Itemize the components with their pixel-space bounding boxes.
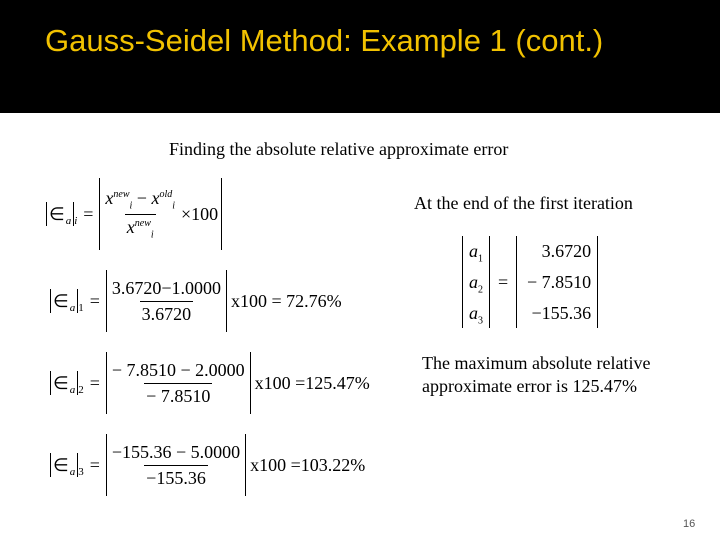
a-symbol: a — [469, 271, 478, 292]
a-symbol: a — [469, 241, 478, 262]
abs-fraction-2 — [106, 352, 251, 414]
general-denominator — [125, 214, 156, 241]
rhs-cell-1: 3.6720 — [541, 241, 592, 262]
sub-i: i — [74, 215, 78, 227]
sub-a: a — [69, 466, 76, 478]
sub-3: 3 — [478, 315, 483, 327]
fraction-3 — [110, 442, 242, 489]
general-error-formula — [46, 178, 222, 250]
general-abs-fraction — [99, 178, 222, 250]
slide-title: Gauss-Seidel Method: Example 1 (cont.) — [45, 23, 604, 58]
epsilon-symbol: ∈ — [49, 203, 65, 224]
epsilon-symbol: ∈ — [53, 372, 69, 393]
sub-i-old: i — [172, 200, 176, 212]
error-eq-1 — [50, 270, 342, 332]
abs-error-3 — [50, 453, 78, 477]
denominator-3: −155.36 — [144, 465, 208, 489]
lhs-cell-3 — [469, 299, 483, 327]
page-number: 16 — [683, 518, 696, 530]
sup-old: old — [159, 188, 173, 200]
sub-a: a — [69, 302, 76, 314]
numerator-2: − 7.8510 − 2.0000 — [111, 359, 245, 380]
sup-new: new — [113, 188, 130, 200]
error-eq-2 — [50, 352, 370, 414]
title-bar — [0, 0, 720, 113]
lhs-cell-2 — [469, 268, 483, 296]
abs-error-symbol — [46, 202, 74, 226]
x-new-den: x — [126, 216, 135, 237]
sub-i-num: i — [129, 200, 133, 212]
denominator-2: − 7.8510 — [144, 383, 212, 407]
equals-sign: = — [83, 203, 94, 224]
x-new: x — [105, 187, 114, 208]
abs-fraction-1 — [106, 270, 227, 332]
sub-1: 1 — [478, 253, 483, 265]
denominator-1: 3.6720 — [140, 301, 194, 325]
sub-2: 2 — [478, 284, 483, 296]
matrix-equals: = — [498, 271, 509, 292]
general-fraction — [103, 188, 177, 240]
equals-sign: = — [89, 290, 100, 311]
equals-sign: = — [89, 454, 100, 475]
abs-error-2 — [50, 371, 78, 395]
rhs-cell-2: − 7.8510 — [527, 271, 592, 292]
sub-i-den: i — [150, 229, 154, 241]
sub-a: a — [69, 384, 76, 396]
result-3: x100 =103.22% — [250, 454, 366, 475]
error-eq-3 — [50, 434, 365, 496]
solution-matrix — [462, 236, 598, 328]
index-3: 3 — [78, 466, 84, 478]
index-2: 2 — [78, 384, 84, 396]
general-numerator — [103, 188, 177, 214]
result-2: x100 =125.47% — [254, 372, 370, 393]
x-old: x — [151, 187, 160, 208]
rhs-vector — [516, 236, 598, 328]
result-1: x100 = 72.76% — [231, 290, 342, 311]
fraction-2 — [110, 360, 247, 407]
epsilon-symbol: ∈ — [53, 290, 69, 311]
minus-sign: − — [136, 187, 147, 208]
slide-subtitle: Finding the absolute relative approximate error — [169, 139, 509, 159]
sup-new-den: new — [134, 217, 151, 229]
numerator-1: 3.6720−1.0000 — [111, 277, 221, 298]
fraction-1 — [110, 278, 223, 325]
lhs-cell-1 — [469, 237, 483, 265]
lhs-vector — [462, 236, 490, 328]
abs-fraction-3 — [106, 434, 246, 496]
times-100: ×100 — [181, 203, 219, 224]
numerator-3: −155.36 − 5.0000 — [111, 441, 241, 462]
a-symbol: a — [469, 302, 478, 323]
sub-a: a — [65, 215, 72, 227]
rhs-cell-3: −155.36 — [531, 302, 592, 323]
equals-sign: = — [89, 372, 100, 393]
epsilon-symbol: ∈ — [53, 454, 69, 475]
index-1: 1 — [78, 302, 84, 314]
abs-error-1 — [50, 289, 78, 313]
iteration-label: At the end of the first iteration — [414, 193, 633, 213]
max-error-note: The maximum absolute relative approximate error is 125.47% — [422, 353, 651, 396]
